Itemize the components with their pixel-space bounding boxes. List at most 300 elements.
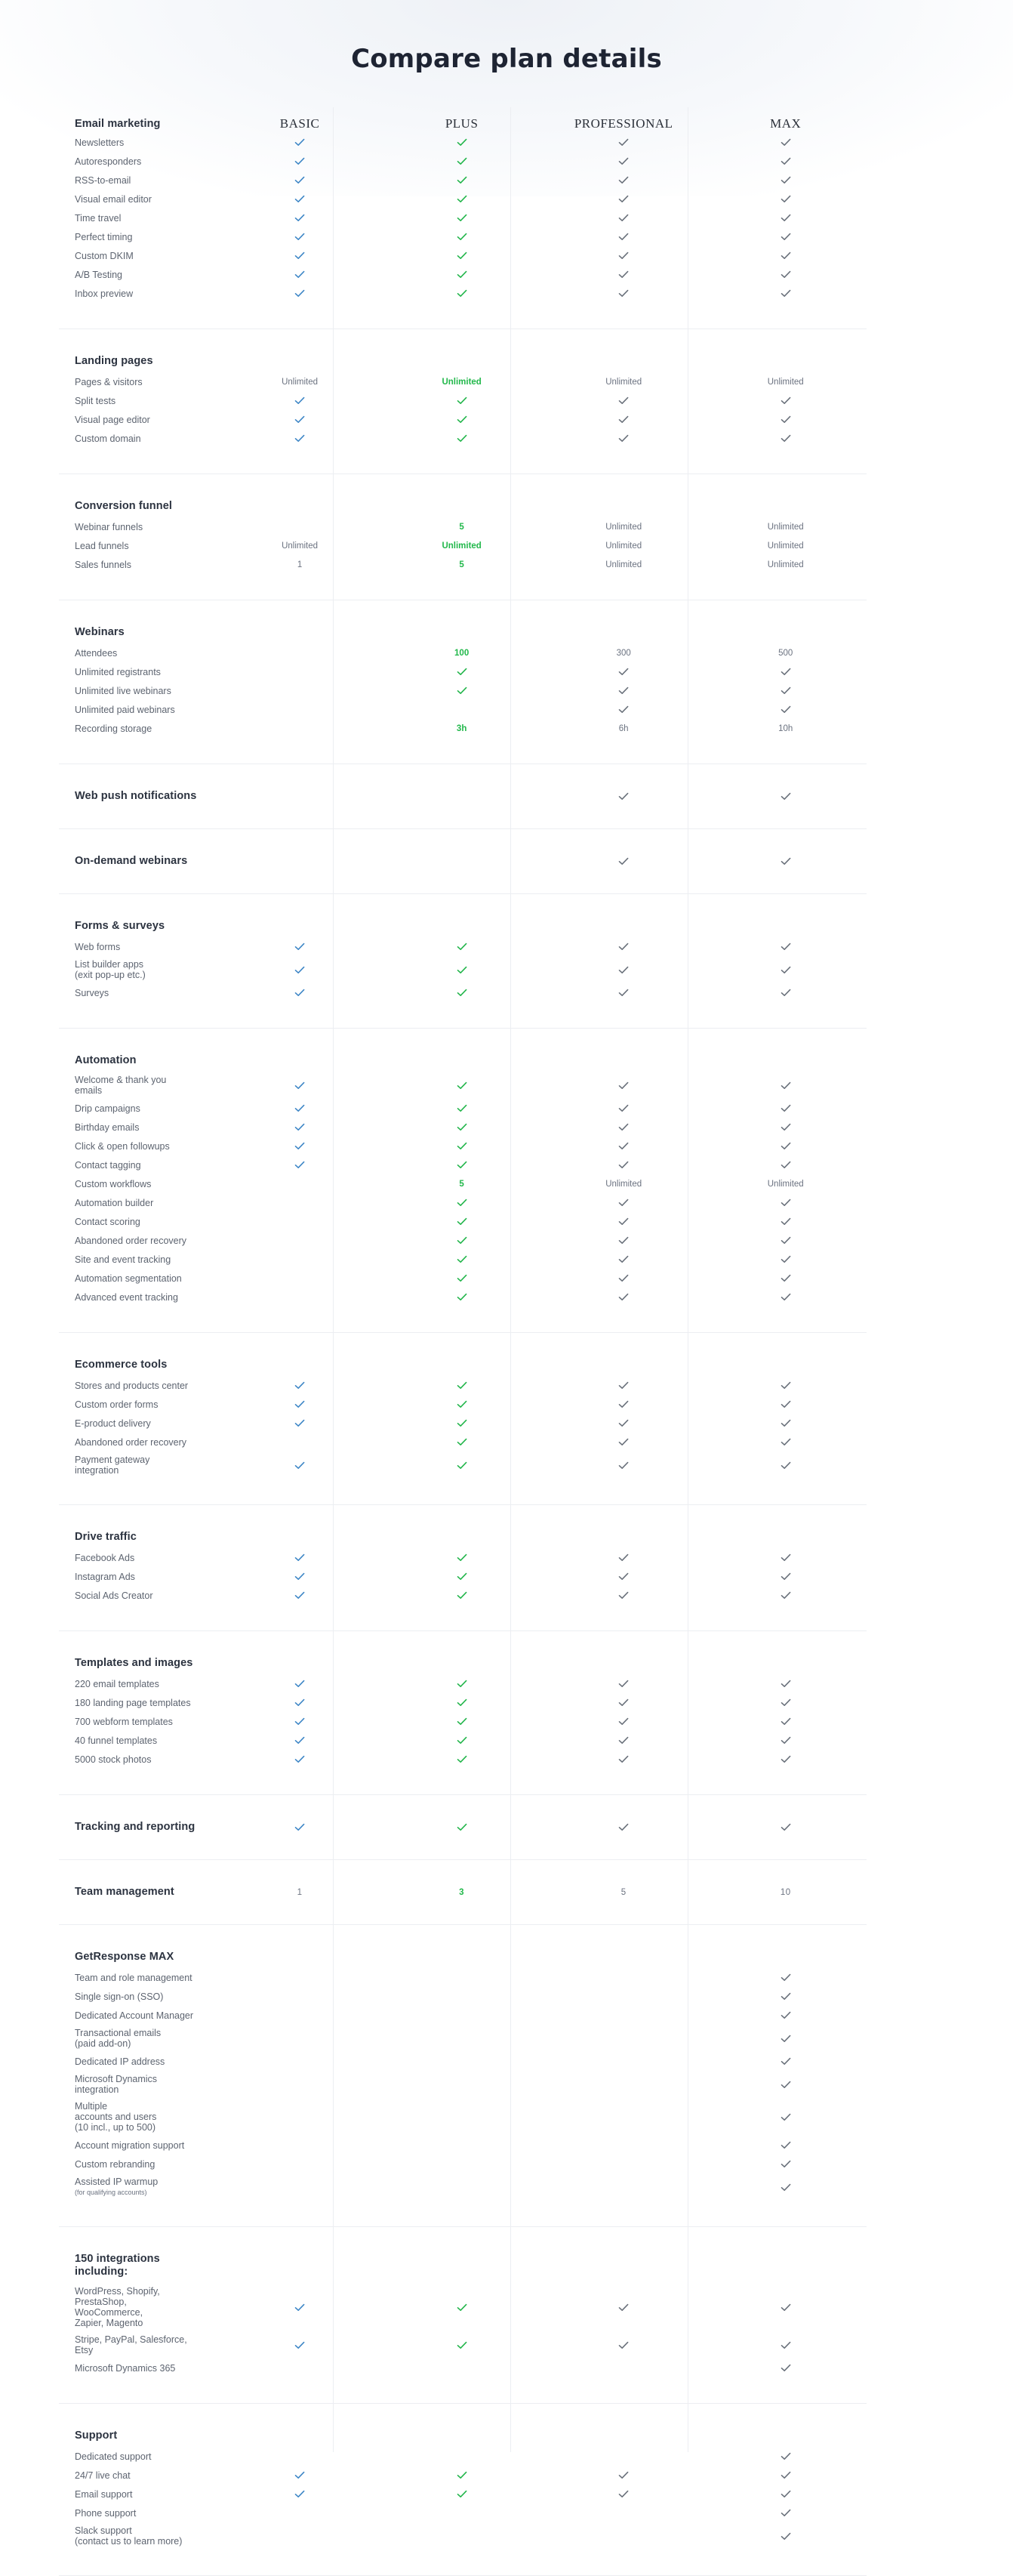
check-icon (457, 1236, 467, 1245)
plan-cell (219, 942, 381, 951)
check-icon (781, 2490, 791, 2498)
check-icon (457, 1572, 467, 1581)
cell-value: 3h (456, 723, 467, 733)
plan-cell (704, 2183, 867, 2192)
plan-cell (704, 434, 867, 443)
feature-label: Custom DKIM (75, 250, 134, 261)
feature-label: List builder apps (exit pop-up etc.) (75, 959, 146, 980)
plan-cell (543, 1698, 705, 1707)
feature-label: Unlimited paid webinars (75, 704, 175, 715)
feature-label: Birthday emails (75, 1121, 140, 1133)
feature-row (59, 2052, 867, 2071)
check-icon (294, 966, 305, 974)
plan-cell (380, 1381, 543, 1390)
check-icon (618, 1199, 629, 1207)
check-icon (457, 1698, 467, 1707)
plan-cell (704, 1236, 867, 1245)
feature-row (59, 1250, 867, 1269)
plan-cell (380, 523, 543, 532)
check-icon (457, 157, 467, 165)
check-icon (618, 1553, 629, 1562)
section-header (59, 474, 867, 513)
section-title: Conversion funnel (75, 500, 172, 512)
plan-cell (219, 1823, 381, 1831)
section-webinars (59, 600, 867, 764)
plan-cell (543, 1180, 705, 1189)
plan-cell (704, 2081, 867, 2089)
check-icon (457, 233, 467, 241)
check-icon (457, 1104, 467, 1112)
plan-cell (380, 1236, 543, 1245)
plan-header-max: MAX (770, 116, 802, 131)
check-icon (294, 1419, 305, 1427)
plan-cell (543, 396, 705, 405)
section-templates-and-images (59, 1631, 867, 1795)
feature-row (59, 681, 867, 700)
plan-cell (380, 396, 543, 405)
feature-row (59, 1118, 867, 1137)
feature-label: Stripe, PayPal, Salesforce, Etsy (75, 2334, 187, 2355)
plan-cell (704, 1400, 867, 1408)
plan-cell (380, 2490, 543, 2498)
plan-cell (543, 415, 705, 424)
check-icon (781, 289, 791, 298)
section-email-marketing (59, 107, 867, 329)
cell-value: Unlimited (605, 377, 642, 387)
plan-cell (543, 1553, 705, 1562)
feature-label: Perfect timing (75, 231, 133, 242)
feature-row (59, 700, 867, 719)
plan-cell (704, 2452, 867, 2460)
plan-cell (380, 1161, 543, 1169)
page-title: Compare plan details (351, 44, 662, 74)
plan-cell (380, 1461, 543, 1470)
section-title: Webinars (75, 626, 125, 638)
plan-cell (219, 1461, 381, 1470)
check-icon (618, 686, 629, 695)
check-icon (618, 1123, 629, 1131)
plan-cell (380, 966, 543, 974)
plan-cell (704, 1217, 867, 1226)
plan-cell (543, 1274, 705, 1282)
feature-label: WordPress, Shopify, PrestaShop, WooCommerce, Zapier, Magento (75, 2286, 160, 2328)
section-header (59, 1860, 867, 1899)
plan-cell (219, 195, 381, 203)
check-icon (781, 1199, 791, 1207)
cell-value: 100 (454, 648, 470, 658)
feature-row (59, 1968, 867, 1987)
plan-cell (543, 2490, 705, 2498)
plan-cell (543, 1591, 705, 1600)
check-icon (618, 157, 629, 165)
feature-label: E-product delivery (75, 1418, 151, 1429)
section-title: Forms & surveys (75, 920, 165, 932)
plan-cell (543, 686, 705, 695)
section-header (59, 1029, 867, 1067)
check-icon (457, 1161, 467, 1169)
check-icon (457, 1217, 467, 1226)
plan-cell (704, 1293, 867, 1301)
feature-row (59, 2006, 867, 2025)
check-icon (781, 1161, 791, 1169)
feature-row (59, 1269, 867, 1288)
plan-cell (704, 686, 867, 695)
check-icon (457, 195, 467, 203)
section-on-demand-webinars (59, 829, 867, 894)
feature-row (59, 2522, 867, 2550)
plan-cell (219, 1680, 381, 1688)
feature-row (59, 2136, 867, 2155)
plan-cell (219, 1400, 381, 1408)
plan-cell (543, 195, 705, 203)
plan-cell (219, 966, 381, 974)
plan-cell (219, 233, 381, 241)
check-icon (781, 1591, 791, 1600)
feature-row (59, 1452, 867, 1479)
check-icon (457, 989, 467, 997)
check-icon (781, 2532, 791, 2541)
check-icon (781, 2183, 791, 2192)
plan-cell (704, 1888, 867, 1897)
plan-cell (543, 1438, 705, 1446)
check-icon (294, 1736, 305, 1745)
plan-cell (543, 1081, 705, 1090)
feature-label: Custom rebranding (75, 2158, 155, 2170)
plan-cell (219, 1572, 381, 1581)
feature-label: Dedicated support (75, 2451, 152, 2462)
feature-row (59, 2331, 867, 2359)
check-icon (781, 1123, 791, 1131)
check-icon (457, 289, 467, 298)
feature-label: Contact tagging (75, 1159, 141, 1171)
check-icon (618, 1419, 629, 1427)
plan-cell (219, 396, 381, 405)
plan-cell (219, 270, 381, 279)
check-icon (618, 233, 629, 241)
plan-cell (704, 1274, 867, 1282)
feature-row (59, 662, 867, 681)
feature-row (59, 1193, 867, 1212)
plan-cell (704, 560, 867, 569)
cell-value: 10h (778, 723, 793, 733)
plan-cell (219, 1419, 381, 1427)
feature-label: Microsoft Dynamics 365 (75, 2362, 176, 2374)
check-icon (294, 1381, 305, 1390)
feature-row (59, 2359, 867, 2377)
cell-value: Unlimited (605, 541, 642, 551)
plan-cell (704, 989, 867, 997)
plan-cell (219, 415, 381, 424)
feature-label: Web forms (75, 941, 121, 952)
plan-cell (543, 2303, 705, 2312)
cell-value: 5 (620, 1887, 627, 1897)
plan-cell (219, 289, 381, 298)
feature-row (59, 2466, 867, 2485)
plan-cell (704, 668, 867, 676)
check-icon (781, 2057, 791, 2065)
plan-cell (704, 523, 867, 532)
plan-cell (704, 1698, 867, 1707)
cell-value: Unlimited (282, 377, 319, 387)
plan-cell (543, 289, 705, 298)
check-icon (618, 434, 629, 443)
plan-cell (704, 1104, 867, 1112)
feature-label: Instagram Ads (75, 1571, 135, 1582)
feature-label: Facebook Ads (75, 1552, 135, 1563)
plan-cell (543, 1142, 705, 1150)
plan-cell (380, 1274, 543, 1282)
section-header (59, 600, 867, 639)
section-header (59, 1505, 867, 1544)
check-icon (618, 2303, 629, 2312)
plan-cell (543, 157, 705, 165)
check-icon (457, 251, 467, 260)
check-icon (781, 668, 791, 676)
check-icon (781, 2035, 791, 2043)
check-icon (294, 1123, 305, 1131)
feature-label: Surveys (75, 987, 109, 998)
check-icon (781, 251, 791, 260)
check-icon (294, 195, 305, 203)
check-icon (294, 1104, 305, 1112)
check-icon (457, 1142, 467, 1150)
plan-cell (543, 942, 705, 951)
check-icon (618, 857, 629, 865)
plan-cell (704, 2532, 867, 2541)
cell-value: 6h (618, 723, 629, 733)
check-icon (294, 176, 305, 184)
feature-row (59, 429, 867, 448)
check-icon (781, 1274, 791, 1282)
feature-row (59, 1231, 867, 1250)
section-landing-pages (59, 329, 867, 474)
feature-row (59, 1376, 867, 1395)
plan-cell (380, 686, 543, 695)
check-icon (781, 233, 791, 241)
plan-cell (380, 270, 543, 279)
plan-cell (543, 1236, 705, 1245)
check-icon (457, 2490, 467, 2498)
feature-label: Click & open followups (75, 1140, 170, 1152)
check-icon (618, 1381, 629, 1390)
plan-cell (380, 1104, 543, 1112)
section-support (59, 2404, 867, 2576)
plan-cell (704, 289, 867, 298)
check-icon (294, 1161, 305, 1169)
check-icon (781, 2364, 791, 2372)
plan-cell (380, 1755, 543, 1763)
plan-cell (380, 138, 543, 147)
check-icon (618, 1255, 629, 1263)
check-icon (618, 1400, 629, 1408)
check-icon (781, 942, 791, 951)
check-icon (294, 1755, 305, 1763)
check-icon (294, 1553, 305, 1562)
check-icon (781, 1293, 791, 1301)
feature-label: Newsletters (75, 137, 125, 148)
plan-cell (380, 1572, 543, 1581)
plan-cell (219, 1717, 381, 1726)
check-icon (457, 1293, 467, 1301)
section-title: Team management (75, 1886, 174, 1898)
check-icon (294, 396, 305, 405)
check-icon (618, 1591, 629, 1600)
feature-row (59, 983, 867, 1002)
check-icon (781, 1081, 791, 1090)
check-icon (618, 1717, 629, 1726)
check-icon (781, 1755, 791, 1763)
feature-row (59, 1674, 867, 1693)
plan-cell (704, 378, 867, 387)
feature-row (59, 2485, 867, 2504)
plan-cell (380, 233, 543, 241)
plan-cell (380, 195, 543, 203)
plan-cell (380, 1591, 543, 1600)
check-icon (457, 396, 467, 405)
feature-row (59, 719, 867, 738)
feature-label: Visual page editor (75, 414, 150, 425)
check-icon (457, 434, 467, 443)
plan-cell (380, 289, 543, 298)
plan-cell (219, 214, 381, 222)
feature-row (59, 2173, 867, 2201)
plan-cell (380, 668, 543, 676)
check-icon (618, 705, 629, 714)
check-icon (294, 1142, 305, 1150)
feature-label: 700 webform templates (75, 1716, 173, 1727)
plan-cell (543, 541, 705, 551)
feature-row (59, 1137, 867, 1155)
plan-cell (704, 2113, 867, 2121)
check-icon (618, 1293, 629, 1301)
feature-row (59, 372, 867, 391)
check-icon (781, 2081, 791, 2089)
cell-value: Unlimited (442, 377, 482, 387)
check-icon (781, 214, 791, 222)
section-drive-traffic (59, 1505, 867, 1631)
check-icon (457, 1438, 467, 1446)
feature-label: Welcome & thank you emails (75, 1075, 167, 1096)
plan-cell (380, 1888, 543, 1897)
plan-cell (380, 176, 543, 184)
check-icon (618, 1461, 629, 1470)
check-icon (457, 176, 467, 184)
feature-label: Site and event tracking (75, 1254, 171, 1265)
check-icon (781, 1400, 791, 1408)
check-icon (781, 1553, 791, 1562)
check-icon (457, 1274, 467, 1282)
check-icon (457, 270, 467, 279)
feature-label: 220 email templates (75, 1678, 159, 1689)
plan-cell (380, 1180, 543, 1189)
check-icon (294, 1698, 305, 1707)
feature-row (59, 1395, 867, 1414)
check-icon (294, 1572, 305, 1581)
plan-cell (543, 2341, 705, 2349)
plan-cell (543, 434, 705, 443)
check-icon (618, 2490, 629, 2498)
plan-cell (704, 157, 867, 165)
check-icon (781, 1823, 791, 1831)
check-icon (781, 195, 791, 203)
plan-cell (704, 270, 867, 279)
feature-label: Lead funnels (75, 540, 129, 551)
check-icon (294, 1081, 305, 1090)
check-icon (618, 270, 629, 279)
feature-row (59, 1586, 867, 1605)
plan-cell (704, 1180, 867, 1189)
feature-label: 180 landing page templates (75, 1697, 191, 1708)
check-icon (618, 1698, 629, 1707)
feature-label: Attendees (75, 647, 118, 659)
feature-row (59, 208, 867, 227)
plan-cell (380, 2471, 543, 2479)
plan-cell (219, 1081, 381, 1090)
section-header (59, 2404, 867, 2442)
plan-cell (543, 1217, 705, 1226)
check-icon (618, 1274, 629, 1282)
cell-value: 1 (297, 560, 303, 569)
cell-value: Unlimited (767, 377, 804, 387)
check-icon (781, 2509, 791, 2517)
check-icon (294, 415, 305, 424)
plan-header-plus: PLUS (445, 116, 479, 131)
check-icon (618, 415, 629, 424)
cell-value: 500 (778, 648, 793, 658)
feature-label: Slack support (contact us to learn more) (75, 2525, 183, 2547)
plan-cell (704, 857, 867, 865)
plan-cell (219, 2303, 381, 2312)
check-icon (294, 270, 305, 279)
feature-label: Inbox preview (75, 288, 134, 299)
section-150-integrations-including (59, 2227, 867, 2404)
check-icon (781, 966, 791, 974)
cell-value: Unlimited (767, 1179, 804, 1189)
check-icon (618, 1823, 629, 1831)
cell-value: 10 (780, 1887, 791, 1897)
check-icon (781, 1680, 791, 1688)
check-icon (457, 1199, 467, 1207)
plan-cell (219, 1104, 381, 1112)
feature-row (59, 2155, 867, 2173)
plan-cell (543, 1123, 705, 1131)
plan-cell (380, 1717, 543, 1726)
sections-container (59, 107, 867, 2576)
plan-cell (543, 1381, 705, 1390)
check-icon (294, 2303, 305, 2312)
plan-cell (704, 396, 867, 405)
plan-cell (380, 214, 543, 222)
feature-row (59, 1567, 867, 1586)
feature-label: 24/7 live chat (75, 2470, 131, 2481)
plan-cell (704, 649, 867, 658)
check-icon (618, 1104, 629, 1112)
plan-cell (543, 668, 705, 676)
check-icon (457, 1680, 467, 1688)
plan-cell (219, 378, 381, 387)
plan-cell (380, 378, 543, 387)
feature-row (59, 410, 867, 429)
feature-row (59, 1712, 867, 1731)
check-icon (618, 251, 629, 260)
check-icon (457, 942, 467, 951)
plan-cell (543, 560, 705, 569)
feature-label: Advanced event tracking (75, 1291, 178, 1303)
plan-cell (704, 1381, 867, 1390)
plan-comparison-table (59, 107, 867, 2576)
feature-label: Account migration support (75, 2139, 185, 2151)
plan-cell (704, 1161, 867, 1169)
